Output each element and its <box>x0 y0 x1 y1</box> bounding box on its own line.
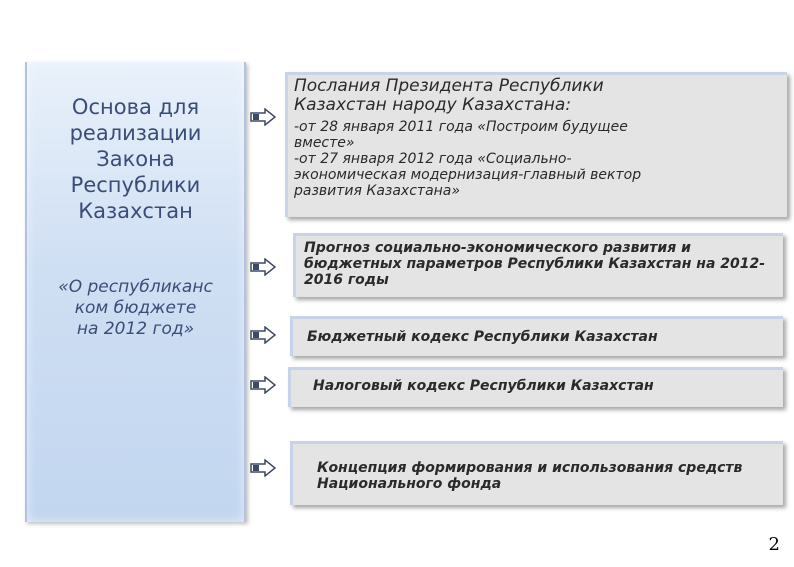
box-lines <box>294 119 781 199</box>
panel-subtitle: «О республиканс ком бюджете на 2012 год» <box>58 277 213 339</box>
box-title: Послания Президента Республики Казахстан народу Казахстана: <box>294 76 604 115</box>
arrow-right-icon <box>250 326 276 344</box>
box-national-fund-concept: Концепция формирования и использования средств Национального фонда <box>290 441 783 505</box>
arrow-right-icon <box>250 376 276 394</box>
box-forecast: Прогноз социально-экономического развития и бюджетных параметров Республики Казахстан на 2012-2016 годы <box>293 233 783 297</box>
arrow-right-icon <box>250 459 276 477</box>
box-line: -от 27 января 2012 года «Социально- <box>294 151 572 167</box>
box-line: -от 28 января 2011 года «Построим будущее <box>294 119 628 135</box>
box-tax-code: Налоговый кодекс Республики Казахстан <box>288 367 783 407</box>
box-presidential-addresses <box>285 72 787 217</box>
box-budget-code: Бюджетный кодекс Республики Казахстан <box>290 316 783 356</box>
arrow-right-icon <box>250 108 276 126</box>
box-line: развития Казахстана» <box>294 183 461 199</box>
panel-title: Основа для реализации Закона Республики Казахстан <box>69 95 202 223</box>
left-panel <box>25 62 246 522</box>
box-line: экономическая модернизация-главный вектор <box>294 167 642 183</box>
page-number: 2 <box>768 534 780 555</box>
box-line: вместе» <box>294 135 355 151</box>
arrow-right-icon <box>250 258 276 276</box>
